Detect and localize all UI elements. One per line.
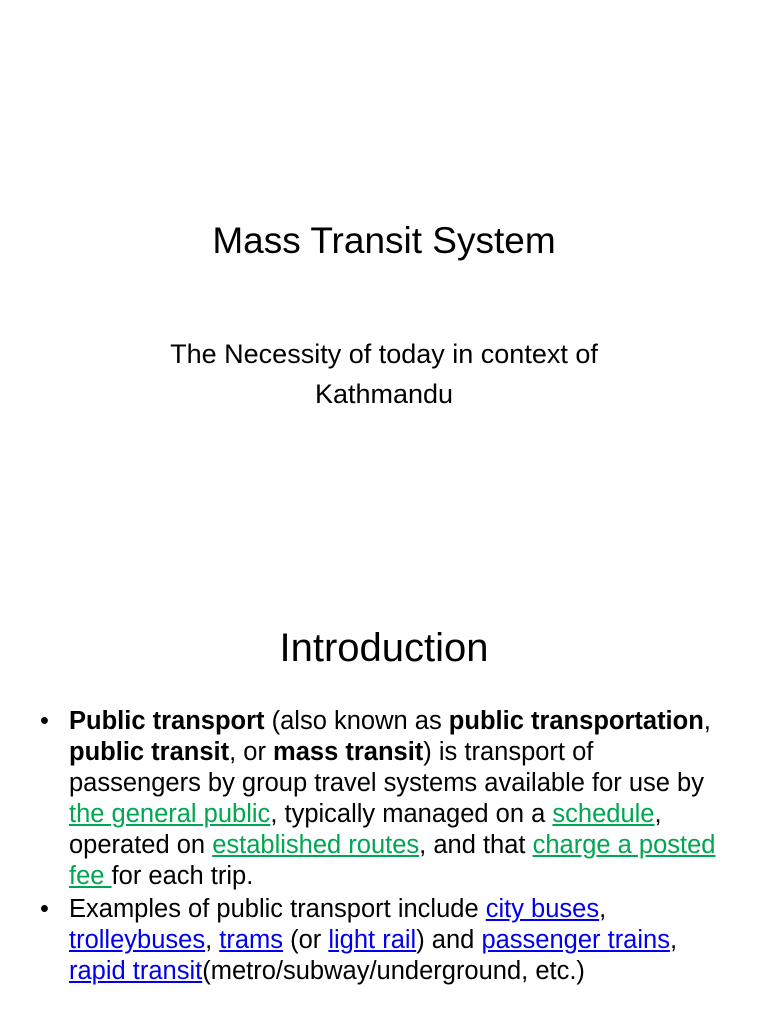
text-run: (also known as bbox=[264, 707, 449, 735]
subtitle-line-2: Kathmandu bbox=[314, 379, 454, 409]
link-schedule[interactable]: schedule bbox=[552, 800, 655, 828]
introduction-slide bbox=[0, 576, 768, 1024]
text-run: , bbox=[669, 926, 678, 954]
link-charge-a-posted-fee[interactable]: charge a posted fee bbox=[69, 831, 716, 890]
text-run: , bbox=[599, 895, 607, 923]
link-trolleybuses[interactable]: trolleybuses bbox=[69, 926, 206, 954]
text-run: , and that bbox=[419, 831, 533, 859]
slide-title: Introduction bbox=[279, 626, 489, 670]
link-city-buses[interactable]: city buses bbox=[485, 895, 600, 923]
text-run: (metro/subway/underground, etc.) bbox=[202, 957, 585, 985]
text-run: ) and bbox=[416, 926, 482, 954]
link-passenger-trains[interactable]: passenger trains bbox=[481, 926, 670, 954]
bold-term: Public transport bbox=[69, 707, 265, 735]
text-run: , bbox=[703, 707, 711, 735]
text-run: for each trip. bbox=[111, 862, 254, 890]
presentation-title: Mass Transit System bbox=[212, 220, 556, 261]
link-trams[interactable]: trams bbox=[219, 926, 283, 954]
text-run: , operated on bbox=[69, 800, 662, 859]
bullet-public-transport-definition bbox=[38, 706, 728, 892]
text-run: , bbox=[205, 926, 220, 954]
bullet-icon: • bbox=[40, 895, 49, 923]
text-run: , typically managed on a bbox=[270, 800, 553, 828]
bold-term: public transportation bbox=[448, 707, 704, 735]
link-the-general-public[interactable]: the general public bbox=[69, 800, 271, 828]
bold-term: public transit bbox=[69, 738, 230, 766]
text-run: , or bbox=[229, 738, 274, 766]
bullet-list bbox=[38, 706, 728, 989]
text-run: (or bbox=[283, 926, 329, 954]
presentation-subtitle bbox=[100, 334, 668, 414]
link-light-rail[interactable]: light rail bbox=[328, 926, 417, 954]
text-run: ) is transport of passengers by group travel systems available for use by bbox=[69, 738, 704, 797]
text-run: Examples of public transport include bbox=[69, 895, 486, 923]
bold-term: mass transit bbox=[273, 738, 424, 766]
link-rapid-transit[interactable]: rapid transit bbox=[69, 957, 203, 985]
bullet-icon: • bbox=[40, 707, 49, 735]
bullet-examples bbox=[38, 894, 728, 987]
link-established-routes[interactable]: established routes bbox=[212, 831, 420, 859]
subtitle-line-1: The Necessity of today in context of bbox=[170, 339, 598, 369]
